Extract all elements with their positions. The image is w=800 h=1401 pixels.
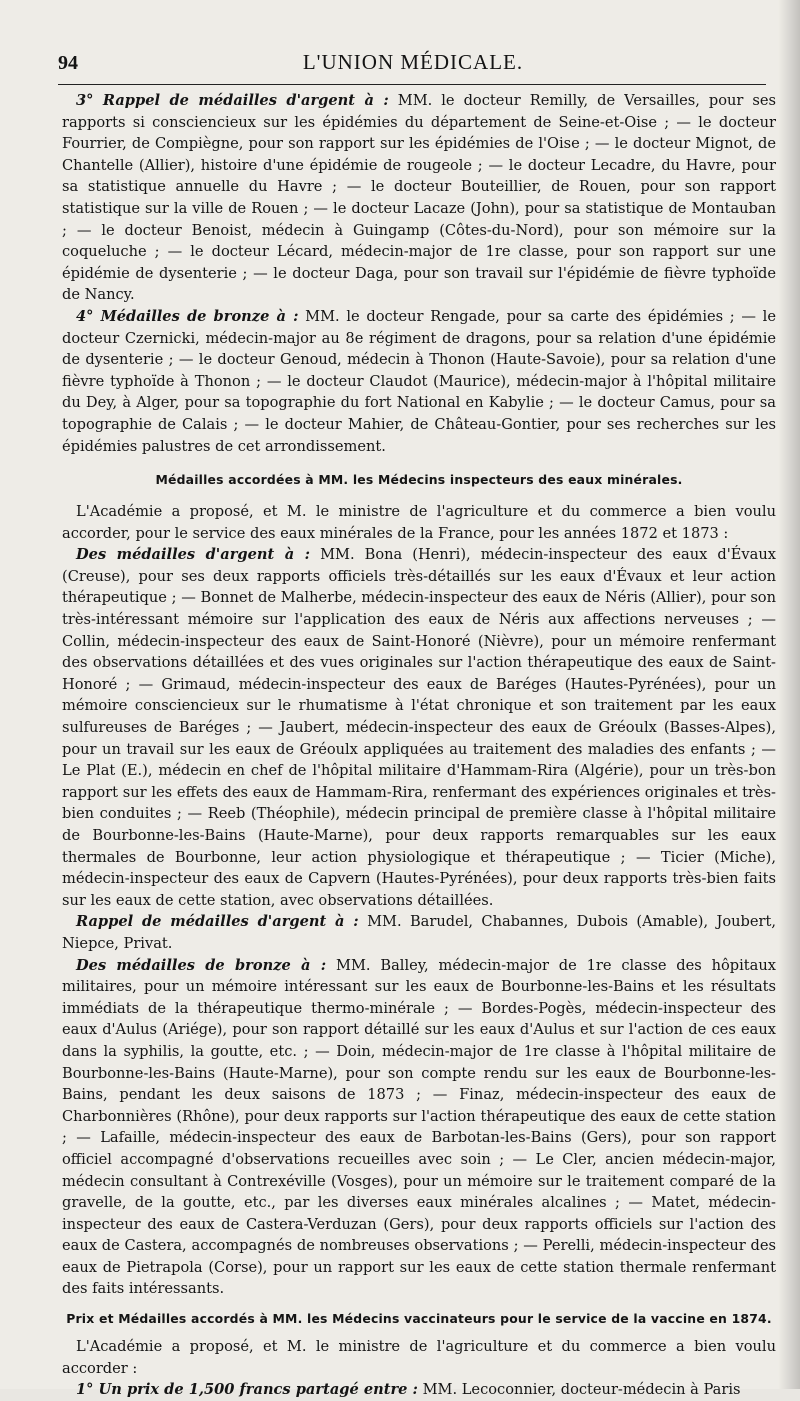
paragraph-medailles-bronze	[62, 306, 776, 457]
paragraph-academie-vaccine: L'Académie a proposé, et M. le ministre de l'agriculture et du commerce a bien voulu accorder :	[62, 1338, 776, 1377]
paragraph-lead: Rappel de médailles d'argent à :	[76, 913, 359, 931]
page-number: 94	[58, 52, 78, 74]
paragraph-rappel-argent	[62, 90, 776, 306]
page-spine-shadow	[778, 0, 800, 1389]
page-header	[58, 48, 768, 78]
paragraph-text: MM. Bona (Henri), médecin-inspecteur des eaux d'Évaux (Creuse), pour ses deux rapports officiels très-détaillés sur les eaux d'Évaux et leur action thérapeutique ; — Bonnet de Malherbe, médecin-inspecteur des eaux de Néris (Allier), pour son très-intéressant mémoire sur l'application des eaux de Néris aux affections nerveuses ; — Collin, médecin-inspecteur des eaux de Saint-Honoré (Nièvre), pour un mémoire renfermant des observations détaillées et des vues originales sur l'action thérapeutique des eaux de Saint-Honoré ; — Grimaud, médecin-inspecteur des eaux de Baréges (Hautes-Pyrénées), pour un mémoire consciencieux sur le rhumatisme à l'état chronique et son traitement par les eaux sulfureuses de Baréges ; — Jaubert, médecin-inspecteur des eaux de Gréoulx (Basses-Alpes), pour un travail sur les eaux de Gréoulx appliquées au traitement des maladies des enfants ; — Le Plat (E.), médecin en chef de l'hôpital militaire d'Hammam-Rira (Algérie), pour un très-bon rapport sur les effets des eaux de Hammam-Rira, renfermant des expériences originales et très-bien conduites ; — Reeb (Théophile), médecin principal de première classe à l'hôpital militaire de Bourbonne-les-Bains (Haute-Marne), pour deux rapports remarquables sur les eaux thermales de Bourbonne, leur action physiologique et thérapeutique ; — Ticier (Miche), médecin-inspecteur des eaux de Capvern (Hautes-Pyrénées), pour deux rapports très-bien faits sur les eaux de cette station, avec observations détaillées.	[62, 546, 776, 909]
paragraph-lead: Des médailles d'argent à :	[76, 546, 311, 564]
paragraph-lead: 3° Rappel de médailles d'argent à :	[76, 92, 389, 109]
section-heading-eaux-minerales: Médailles accordées à MM. les Médecins inspecteurs des eaux minérales.	[155, 472, 683, 488]
paragraph-academie-eaux: L'Académie a proposé, et M. le ministre de l'agriculture et du commerce a bien voulu accorder, pour le service des eaux minérales de la France, pour les années 1872 et 1873 :	[62, 503, 776, 542]
paragraph-lead: Des médailles de bronze à :	[76, 956, 327, 974]
paragraph-medailles-bronze-eaux	[62, 955, 776, 1301]
paragraph-text: MM. Barudel, Chabannes, Dubois (Amable), Joubert, Niepce, Privat.	[62, 913, 776, 952]
section-heading-vaccine: Prix et Médailles accordés à MM. les Médecins vaccinateurs pour le service de la vaccine en 1874.	[66, 1311, 772, 1327]
paragraph-text: MM. Lecoconnier, docteur-médecin à Paris	[417, 1381, 741, 1399]
paragraph-lead: 1° Un prix de 1,500 francs partagé entre :	[76, 1381, 418, 1399]
paragraph-medailles-argent	[62, 544, 776, 911]
document-body	[62, 90, 776, 1401]
paragraph-rappel-argent-eaux	[62, 911, 776, 954]
paragraph-text: MM. le docteur Remilly, de Versailles, pour ses rapports si consciencieux sur les épidémies du département de Seine-et-Oise ; — le docteur Fourrier, de Compiègne, pour son rapport sur les épidémies de l'Oise ; — le docteur Mignot, de Chantelle (Allier), histoire d'une épidémie de rougeole ; — le docteur Lecadre, du Havre, pour sa statistique annuelle du Havre ; — le docteur Bouteillier, de Rouen, pour son rapport statistique sur la ville de Rouen ; — le docteur Lacaze (John), pour sa statistique de Montauban ; — le docteur Benoist, médecin à Guingamp (Côtes-du-Nord), pour son mémoire sur la coqueluche ; — le docteur Lécard, médecin-major de 1re classe, pour son rapport sur une épidémie de dysenterie ; — le docteur Daga, pour son travail sur l'épidémie de fièvre typhoïde de Nancy.	[62, 92, 776, 304]
paragraph-text: MM. Balley, médecin-major de 1re classe des hôpitaux militaires, pour un mémoire intéressant sur les eaux de Bourbonne-les-Bains et les résultats immédiats de la thérapeutique thermo-minérale ; — Bordes-Pogès, médecin-inspecteur des eaux d'Aulus (Ariége), pour son rapport détaillé sur les eaux d'Aulus et sur l'action de ces eaux dans la syphilis, la goutte, etc. ; — Doin, médecin-major de 1re classe à l'hôpital militaire de Bourbonne-les-Bains (Haute-Marne), pour son compte rendu sur les eaux de Bourbonne-les-Bains, pendant les deux saisons de 1873 ; — Finaz, médecin-inspecteur des eaux de Charbonnières (Rhône), pour deux rapports sur l'action thérapeutique des eaux de cette station ; — Lafaille, médecin-inspecteur des eaux de Barbotan-les-Bains (Gers), pour son rapport officiel accompagné d'observations recueilles avec soin ; — Le Cler, ancien médecin-major, médecin consultant à Contrexéville (Vosges), pour un mémoire sur le traitement comparé de la gravelle, de la goutte, etc., par les diverses eaux minérales alcalines ; — Matet, médecin-inspecteur des eaux de Castera-Verduzan (Gers), pour deux rapports officiels sur l'action des eaux de Castera, accompagnés de nombreuses observations ; — Perelli, médecin-inspecteur des eaux de Pietrapola (Corse), pour un rapport sur les eaux de cette station thermale renfermant des faits intéressants.	[62, 956, 776, 1298]
running-title: L'UNION MÉDICALE.	[302, 50, 524, 74]
paragraph-lead: 4° Médailles de bronze à :	[76, 307, 299, 325]
paragraph-text: MM. le docteur Rengade, pour sa carte des épidémies ; — le docteur Czernicki, médecin-major au 8e régiment de dragons, pour sa relation d'une épidémie de dysenterie ; — le docteur Genoud, médecin à Thonon (Haute-Savoie), pour sa relation d'une fièvre typhoïde à Thonon ; — le docteur Claudot (Maurice), médecin-major à l'hôpital militaire du Dey, à Alger, pour sa topographie du fort National en Kabylie ; — le docteur Camus, pour sa topographie de Calais ; — le docteur Mahier, de Château-Gontier, pour ses recherches sur les épidémies palustres de cet arrondissement.	[62, 307, 776, 455]
header-rule	[58, 84, 766, 85]
paragraph-prix-1500	[62, 1379, 776, 1401]
